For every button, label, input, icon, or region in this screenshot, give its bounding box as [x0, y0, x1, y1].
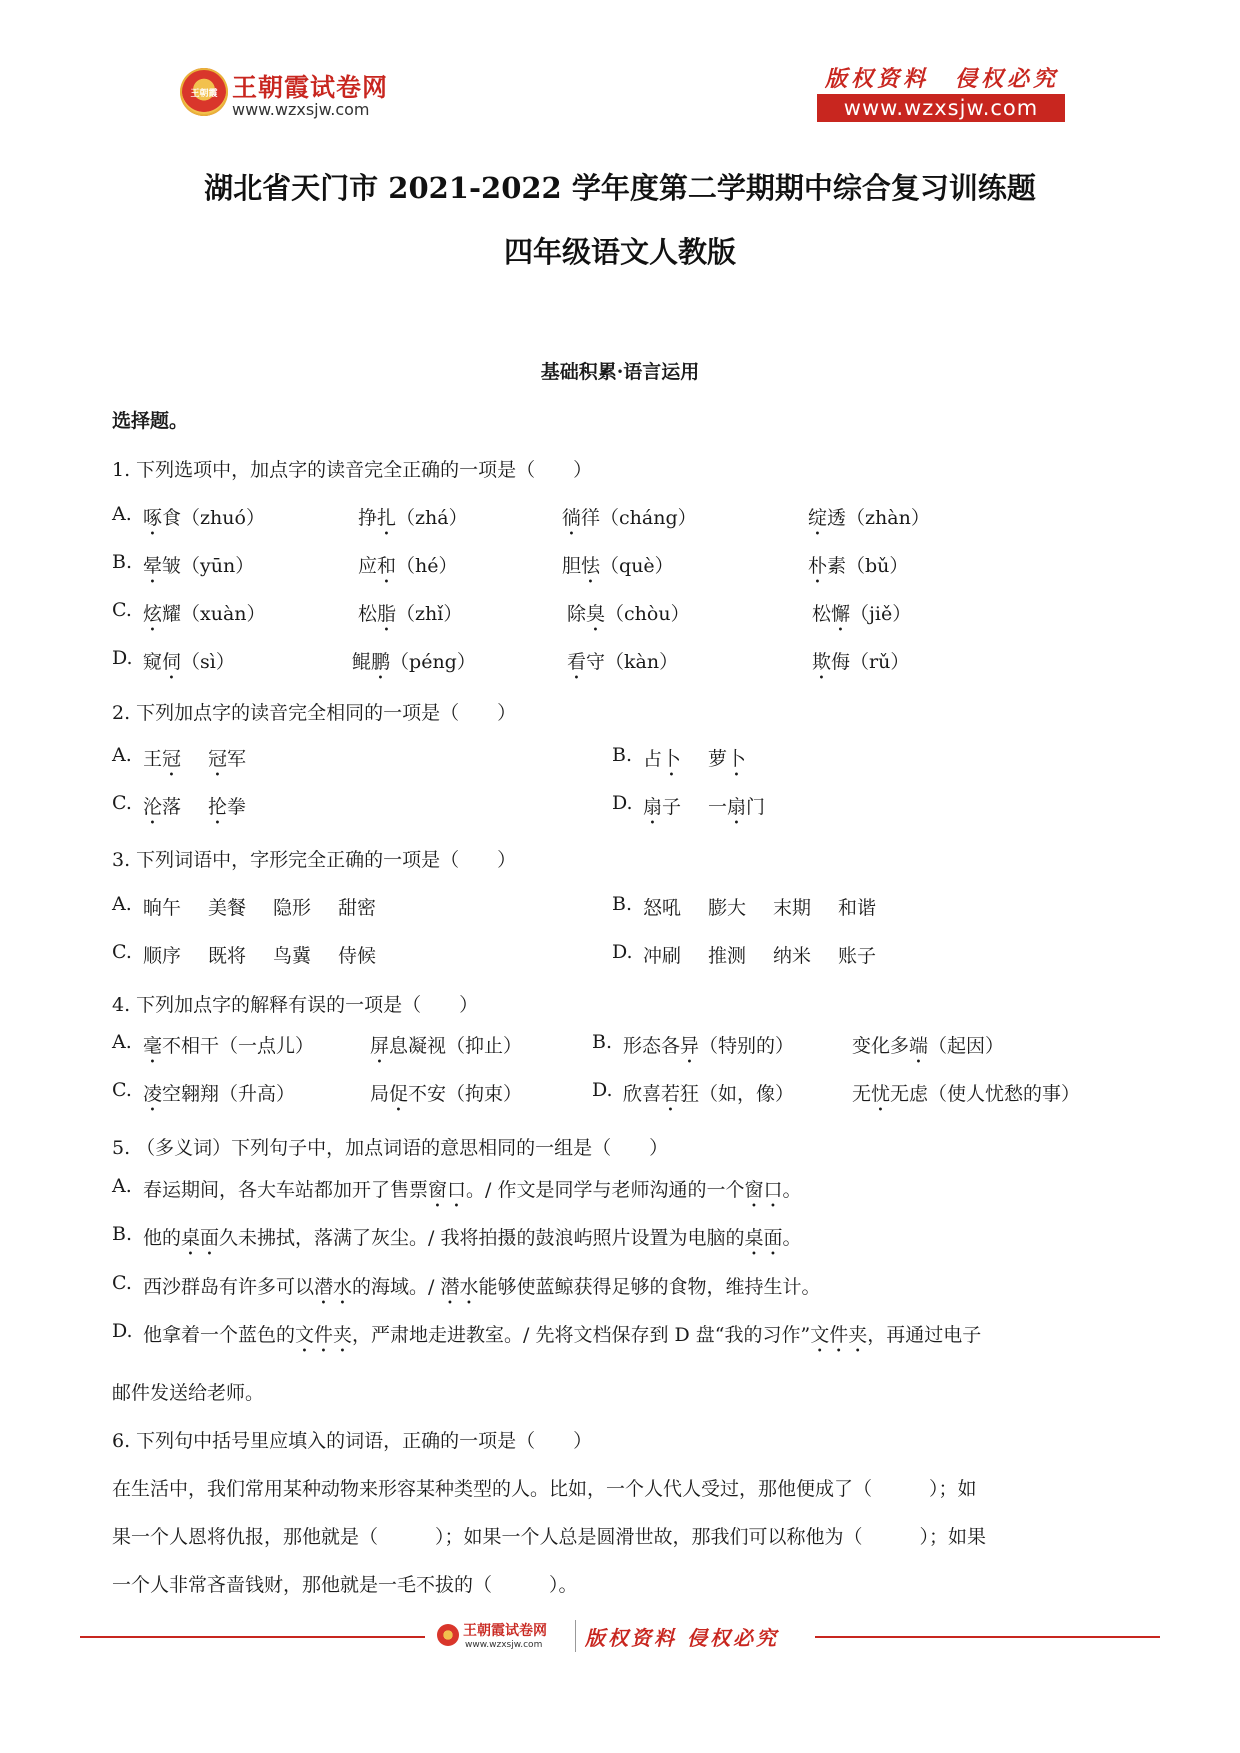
dotted-char: 屏: [370, 1035, 390, 1057]
option-label: A.: [112, 893, 132, 915]
q2-word-a: [143, 744, 181, 781]
text-segment: 他拿着一个蓝色的: [143, 1324, 296, 1346]
option-label: C.: [112, 941, 132, 963]
q2-word-b: [208, 792, 246, 829]
q3-word: 怒吼: [643, 897, 682, 919]
dotted-char: 抡: [208, 796, 228, 818]
text-segment: （sì）: [181, 651, 235, 673]
option-label: B.: [112, 1223, 133, 1245]
dotted-char: 晕: [143, 555, 163, 577]
text-segment: 萝: [708, 748, 728, 770]
copyright-notice: 版权资料 侵权必究: [825, 66, 1060, 92]
footer-rule-left: [80, 1636, 425, 1638]
text-segment: 军: [227, 748, 247, 770]
text-segment: 空翱翔（升高）: [162, 1083, 296, 1105]
text-segment: 除: [567, 603, 587, 625]
q4-phrase-b: [370, 1031, 522, 1068]
q1-word-option: [352, 647, 476, 684]
q5-sentence: [143, 1223, 802, 1260]
text-segment: （què）: [600, 555, 674, 577]
q5-sentence: [143, 1175, 802, 1212]
text-segment: （péng）: [390, 651, 476, 673]
dotted-char: 卜: [727, 748, 747, 770]
q3-word: 冲刷: [643, 945, 682, 967]
text-segment: 松: [812, 603, 832, 625]
q3-word: 和谐: [838, 897, 877, 919]
text-segment: 鲲: [352, 651, 372, 673]
option-label: B.: [612, 893, 633, 915]
dotted-char: 懈: [831, 603, 851, 625]
text-segment: 落: [162, 796, 182, 818]
q5-continuation: 邮件发送给老师。: [112, 1382, 265, 1404]
dotted-char: 凌: [143, 1083, 163, 1105]
text-segment: 窥: [143, 651, 163, 673]
q6-stem: 6. 下列句中括号里应填入的词语，正确的一项是（ ）: [112, 1430, 593, 1452]
text-segment: （起因）: [928, 1035, 1005, 1057]
text-segment: 变化多: [852, 1035, 910, 1057]
page-title: 湖北省天门市 2021-2022 学年度第二学期期中综合复习训练题: [204, 171, 1036, 205]
option-label: B.: [612, 744, 633, 766]
dotted-char: 异: [680, 1035, 700, 1057]
text-segment: 不安（拘束）: [408, 1083, 523, 1105]
q3-word: 美餐: [208, 897, 247, 919]
text-segment: 息凝视（抑止）: [389, 1035, 523, 1057]
text-segment: 春运期间，各大车站都加开了售票: [143, 1179, 429, 1201]
text-segment: 侮（rǔ）: [831, 651, 910, 673]
q1-word-option: [358, 551, 458, 588]
dotted-char: 冠: [162, 748, 182, 770]
q5-sentence: [143, 1320, 981, 1357]
q2-word-a: [143, 792, 181, 829]
q1-word-option: [562, 551, 674, 588]
text-segment: 守（kàn）: [586, 651, 679, 673]
q5-sentence: [143, 1272, 821, 1309]
q3-word: 顺序: [143, 945, 182, 967]
url-banner: www.wzxsjw.com: [817, 94, 1065, 122]
dotted-word: 潜水: [440, 1276, 479, 1298]
footer-site-name: 王朝霞试卷网: [463, 1623, 547, 1639]
dotted-char: 啄: [143, 507, 163, 529]
q6-line: 一个人非常吝啬钱财，那他就是一毛不拔的（ ）。: [112, 1574, 578, 1596]
section-heading: 基础积累·语言运用: [540, 361, 700, 383]
text-segment: （zhá）: [396, 507, 468, 529]
q1-word-option: [143, 503, 265, 540]
option-label: A.: [112, 503, 132, 525]
q2-word-b: [708, 744, 746, 781]
text-segment: 狂（如，像）: [680, 1083, 795, 1105]
text-segment: 能够使蓝鲸获得足够的食物，维持生计。: [478, 1276, 821, 1298]
dotted-char: 伺: [162, 651, 182, 673]
option-label: C.: [112, 599, 132, 621]
dotted-char: 鹏: [371, 651, 391, 673]
q4-phrase-a: [143, 1031, 314, 1068]
dotted-word: 窗口: [428, 1179, 467, 1201]
dotted-char: 若: [661, 1083, 681, 1105]
footer-emblem-icon: [437, 1624, 459, 1646]
text-segment: 拳: [227, 796, 247, 818]
option-label: A.: [112, 1031, 132, 1053]
dotted-word: 文件夹: [295, 1324, 353, 1346]
footer-site-url: www.wzxsjw.com: [465, 1640, 543, 1650]
dotted-char: 沦: [143, 796, 163, 818]
q3-word: 侍候: [338, 945, 377, 967]
dotted-char: 扇: [643, 796, 663, 818]
text-segment: 西沙群岛有许多可以: [143, 1276, 315, 1298]
option-label: C.: [112, 1079, 132, 1101]
text-segment: 松: [358, 603, 378, 625]
q4-phrase-a: [143, 1079, 295, 1116]
q1-word-option: [567, 599, 690, 636]
page-subtitle: 四年级语文人教版: [503, 235, 736, 269]
dotted-char: 徜: [562, 507, 582, 529]
q3-word: 甜密: [338, 897, 377, 919]
q4-phrase-a: [623, 1031, 794, 1068]
dotted-char: 促: [389, 1083, 409, 1105]
text-segment: （jiě）: [850, 603, 912, 625]
dotted-char: 和: [377, 555, 397, 577]
dotted-word: 桌面: [744, 1227, 783, 1249]
q3-word: 膨大: [708, 897, 747, 919]
option-label: C.: [112, 1272, 132, 1294]
text-segment: （hé）: [396, 555, 458, 577]
dotted-char: 看: [567, 651, 587, 673]
q1-word-option: [808, 503, 930, 540]
text-segment: （特别的）: [699, 1035, 795, 1057]
text-segment: 胆: [562, 555, 582, 577]
q2-stem: 2. 下列加点字的读音完全相同的一项是（ ）: [112, 702, 517, 724]
q1-word-option: [808, 551, 908, 588]
dotted-char: 朴: [808, 555, 828, 577]
option-label: D.: [592, 1079, 613, 1101]
q3-word: 鸟冀: [273, 945, 312, 967]
dotted-word: 桌面: [181, 1227, 220, 1249]
text-segment: 局: [370, 1083, 390, 1105]
q6-line: 在生活中，我们常用某种动物来形容某种类型的人。比如，一个人代人受过，那他便成了（ ）；如: [112, 1478, 977, 1500]
text-segment: 素（bǔ）: [827, 555, 909, 577]
option-label: D.: [612, 792, 633, 814]
q2-word-a: [643, 792, 681, 829]
q3-word: 晌午: [143, 897, 182, 919]
q3-word: 账子: [838, 945, 877, 967]
dotted-char: 忧: [871, 1083, 891, 1105]
dotted-char: 脂: [377, 603, 397, 625]
text-segment: 。: [782, 1179, 802, 1201]
footer-copyright: 版权资料 侵权必究: [585, 1626, 779, 1650]
q5-stem: 5. （多义词）下列句子中，加点词语的意思相同的一组是（ ）: [112, 1137, 669, 1159]
dotted-char: 端: [909, 1035, 929, 1057]
part-heading: 选择题。: [112, 410, 189, 432]
q1-word-option: [143, 647, 235, 684]
dotted-char: 绽: [808, 507, 828, 529]
q1-word-option: [567, 647, 678, 684]
text-segment: 形态各: [623, 1035, 681, 1057]
text-segment: 耀（xuàn）: [162, 603, 266, 625]
q4-phrase-a: [623, 1079, 794, 1116]
text-segment: （chòu）: [605, 603, 690, 625]
q3-word: 隐形: [273, 897, 312, 919]
text-segment: 他的: [143, 1227, 182, 1249]
text-segment: 一: [708, 796, 728, 818]
q1-stem: 1. 下列选项中，加点字的读音完全正确的一项是（ ）: [112, 459, 593, 481]
text-segment: 门: [746, 796, 766, 818]
site-logo: [180, 66, 420, 124]
text-segment: 无: [852, 1083, 872, 1105]
text-segment: （zhǐ）: [396, 603, 463, 625]
option-label: B.: [592, 1031, 613, 1053]
option-label: A.: [112, 744, 132, 766]
text-segment: 不相干（一点儿）: [162, 1035, 315, 1057]
q2-word-b: [708, 792, 765, 829]
dotted-char: 怯: [581, 555, 601, 577]
dotted-char: 卜: [662, 748, 682, 770]
text-segment: ，再通过电子: [867, 1324, 982, 1346]
text-segment: 久未拂拭，落满了灰尘。/ 我将拍摄的鼓浪屿照片设置为电脑的: [219, 1227, 745, 1249]
option-label: A.: [112, 1175, 132, 1197]
text-segment: 食（zhuó）: [162, 507, 265, 529]
option-label: D.: [112, 647, 133, 669]
dotted-word: 窗口: [744, 1179, 783, 1201]
text-segment: 皱（yūn）: [162, 555, 255, 577]
q6-line: 果一个人恩将仇报，那他就是（ ）；如果一个人总是圆滑世故，那我们可以称他为（ ）；如果: [112, 1526, 987, 1548]
q1-word-option: [562, 503, 697, 540]
text-segment: 。/ 作文是同学与老师沟通的一个: [466, 1179, 745, 1201]
q4-phrase-b: [852, 1079, 1080, 1116]
footer-divider: [575, 1620, 576, 1652]
dotted-char: 扇: [727, 796, 747, 818]
q3-stem: 3. 下列词语中，字形完全正确的一项是（ ）: [112, 849, 517, 871]
q1-word-option: [143, 551, 254, 588]
dotted-char: 扎: [377, 507, 397, 529]
dotted-char: 冠: [208, 748, 228, 770]
q1-word-option: [812, 647, 909, 684]
option-label: D.: [612, 941, 633, 963]
dotted-char: 毫: [143, 1035, 163, 1057]
footer-rule-right: [815, 1636, 1160, 1638]
text-segment: 王: [143, 748, 163, 770]
text-segment: 徉（cháng）: [581, 507, 697, 529]
text-segment: 透（zhàn）: [827, 507, 930, 529]
text-segment: 挣: [358, 507, 378, 529]
text-segment: 。: [782, 1227, 802, 1249]
q3-word: 末期: [773, 897, 812, 919]
q2-word-b: [208, 744, 246, 781]
q1-word-option: [358, 599, 462, 636]
dotted-char: 炫: [143, 603, 163, 625]
dotted-word: 文件夹: [810, 1324, 868, 1346]
text-segment: 无虑（使人忧愁的事）: [890, 1083, 1081, 1105]
emblem-icon: 王朝霞: [180, 68, 228, 116]
text-segment: 占: [643, 748, 663, 770]
text-segment: 子: [662, 796, 682, 818]
site-url: www.wzxsjw.com: [232, 100, 370, 119]
option-label: B.: [112, 551, 133, 573]
text-segment: 欣喜: [623, 1083, 662, 1105]
q1-word-option: [812, 599, 911, 636]
q4-phrase-b: [852, 1031, 1004, 1068]
q2-word-a: [643, 744, 681, 781]
q3-word: 纳米: [773, 945, 812, 967]
q1-word-option: [143, 599, 266, 636]
q3-word: 推测: [708, 945, 747, 967]
dotted-char: 臭: [586, 603, 606, 625]
text-segment: ，严肃地走进教室。/ 先将文档保存到 D 盘“我的习作”: [352, 1324, 811, 1346]
text-segment: 应: [358, 555, 378, 577]
text-segment: 的海域。/: [352, 1276, 441, 1298]
option-label: C.: [112, 792, 132, 814]
q4-stem: 4. 下列加点字的解释有误的一项是（ ）: [112, 994, 479, 1016]
site-name: 王朝霞试卷网: [232, 73, 389, 102]
q1-word-option: [358, 503, 468, 540]
q4-phrase-b: [370, 1079, 522, 1116]
dotted-char: 欺: [812, 651, 832, 673]
q3-word: 既将: [208, 945, 247, 967]
dotted-word: 潜水: [314, 1276, 353, 1298]
option-label: D.: [112, 1320, 133, 1342]
